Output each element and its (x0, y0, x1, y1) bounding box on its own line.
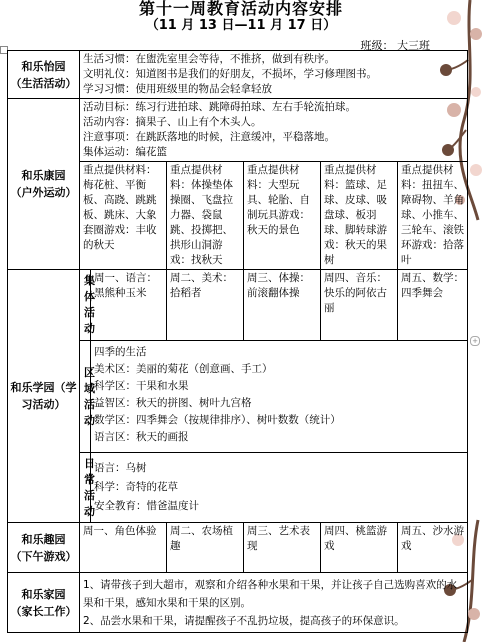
area-line: 科学区：干果和水果 (94, 380, 189, 392)
games-day: 周五、沙水游戏 (398, 523, 468, 573)
life-line: 文明礼仪：知道图书是我们的好朋友，不损坏，学习修理图书。 (83, 68, 377, 80)
outdoor-group: 重点提供材料：体操垫体操圈、飞盘拉力器、袋鼠跳、投掷把、拱形山洞游戏：找秋天 (167, 162, 244, 270)
date-range: （11 月 13 日—11 月 17 日） (145, 18, 337, 33)
life-line: 学习习惯：使用班级里的物品会轻拿轻放 (83, 83, 272, 95)
table-row-outdoor (8, 99, 468, 162)
home-content (80, 573, 468, 633)
collective-day: 周三、体操：前滚翻体操 (244, 270, 321, 341)
table-row-collective (8, 270, 468, 341)
area-label: 区域活动 (80, 341, 91, 453)
area-line: 四季的生活 (94, 346, 147, 358)
daily-line: 安全教育：惜爸温度计 (94, 500, 199, 512)
area-line: 美术区：美丽的菊花（创意画、手工） (94, 363, 273, 375)
outdoor-group: 重点提供材料：梅花桩、平衡板、高跷、跳跳板、跳床、大象套圈游戏：丰收的秋天 (80, 162, 167, 270)
daily-label: 日常活动 (80, 453, 91, 523)
home-line: 1、请带孩子到大超市，观察和介绍各种水果和干果，并让孩子自己选购喜欢的水果和干果，感知水果和干果的区别。 (83, 578, 458, 609)
outdoor-line: 集体运动：编花篮 (83, 146, 167, 158)
collective-day: 周一、语言：黑熊种玉米 (91, 270, 167, 341)
section-outdoor-header: 和乐康园 （户外运动） (8, 99, 80, 270)
area-line: 益智区：秋天的拼图、树叶九宫格 (94, 397, 252, 409)
games-day: 周四、桃篮游戏 (321, 523, 398, 573)
outdoor-group: 重点提供材料：篮球、足球、皮球、吸盘球、板羽球、脚转球游戏：秋天的果树 (321, 162, 398, 270)
outdoor-line: 注意事项：在跳跃落地的时候，注意缓冲，平稳落地。 (83, 131, 335, 143)
table-row-games (8, 523, 468, 573)
schedule-table (7, 50, 468, 633)
daily-content (91, 453, 468, 523)
daily-line: 科学：奇特的花草 (94, 481, 178, 493)
area-line: 语言区：秋天的画报 (94, 431, 189, 443)
games-day: 周一、角色体验 (80, 523, 167, 573)
life-line: 生活习惯：在盥洗室里会等待，不推挤，做到有秩序。 (83, 53, 335, 65)
collective-day: 周五、数学：四季舞会 (398, 270, 468, 341)
daily-line: 语言：乌树 (94, 462, 147, 474)
section-games-header: 和乐趣园 （下午游戏） (8, 523, 80, 573)
home-line: 2、品尝水果和干果，请提醒孩子不乱扔垃圾，提高孩子的环保意识。 (83, 614, 405, 627)
page-title: 第十一周教育活动内容安排 (138, 0, 343, 18)
outdoor-group: 重点提供材料：大型玩具、轮胎、自制玩具游戏：秋天的景色 (244, 162, 321, 270)
collective-label: 集体活动 (80, 270, 91, 341)
table-row-life (8, 51, 468, 99)
row-insert-handle[interactable]: + (470, 336, 480, 346)
section-home-header: 和乐家园 （家长工作） (8, 573, 80, 633)
collective-day: 周四、音乐：快乐的阿依古丽 (321, 270, 398, 341)
area-content (91, 341, 468, 453)
games-day: 周三、艺术表现 (244, 523, 321, 573)
table-row-home (8, 573, 468, 633)
section-life-header: 和乐怡园 （生活活动） (8, 51, 80, 99)
outdoor-line: 活动目标：练习行进拍球、跳障碍拍球、左右手轮流拍球。 (83, 101, 356, 113)
class-info: 班级： 大三班 (360, 39, 430, 52)
section-study-header: 和乐学园（学习活动） (8, 270, 80, 523)
games-day: 周二、农场植趣 (167, 523, 244, 573)
outdoor-line: 活动内容：摘果子、山上有个木头人。 (83, 116, 262, 128)
outdoor-content (80, 99, 468, 162)
area-line: 数学区：四季舞会（按规律排序）、树叶数数（统计） (94, 414, 341, 426)
life-content (80, 51, 468, 99)
collective-day: 周二、美术：拾稻者 (167, 270, 244, 341)
outdoor-group: 重点提供材料：扭扭车、障碍物、羊角球、小推车、三轮车、滚铁环游戏：拾落叶 (398, 162, 468, 270)
